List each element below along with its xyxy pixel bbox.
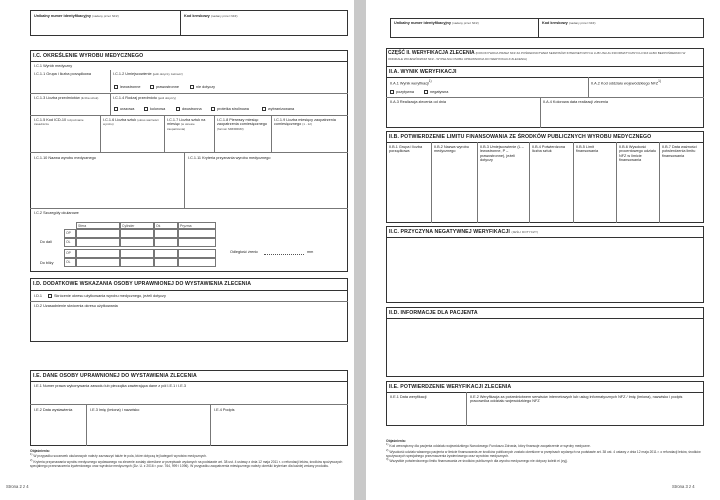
ie1-label: II.E.1 Data weryfikacji (390, 395, 427, 399)
b3-label: II.B.3 Umiejscowienie (L – lewostronne, P – prawostronne), jeżeli dotyczy (480, 145, 524, 163)
distance-label: Do dali (40, 240, 52, 244)
near-label: Do bliży (40, 261, 54, 265)
b5-label: II.B.5 Limit finansowania (576, 145, 599, 154)
section-ie-title: I.E. DANE OSOBY UPRAWNIONEJ DO WYSTAWIENIA ZLECENIA (33, 373, 197, 379)
type-checkbox-1[interactable] (114, 107, 118, 111)
c110-label: I.C.1.10 Nazwa wyrobu medycznego (34, 156, 96, 160)
d1-text: Skrócenie okresu użytkowania wyrobu medycznego, jeżeli dotyczy (54, 294, 166, 298)
c17-label: I.C.1.7 Liczba sztuk na miesiąc (w okresie zaopatrzenia) (167, 118, 206, 131)
checkbox-na[interactable] (190, 85, 194, 89)
type-label-4: protetka strolinowa (217, 107, 249, 111)
lens-cell[interactable] (178, 258, 216, 267)
dist-op: OP (64, 229, 76, 238)
pd-input[interactable] (264, 254, 304, 255)
opt-right-label: prawostronne (156, 85, 180, 89)
lens-cell[interactable] (76, 258, 120, 267)
note-r3: $^{3)}$ Wszystkie potwierdzonego limitu finansowania ze środków publicznych dla wyrobu medycznego nie dotyczy kolekt ei (cyjj. (386, 458, 568, 464)
type-checkbox-3[interactable] (176, 107, 180, 111)
b4-label: II.B.4 Potwierdzona liczba sztuk (532, 145, 565, 154)
c11-label: I.C.1.1 Grupa i liczba porządkowa (34, 72, 91, 76)
notes-title: Objaśnienia: (30, 449, 50, 453)
lens-cell[interactable] (120, 229, 154, 238)
lens-header-sphere: Sfera (76, 222, 120, 229)
lens-header-prism: Pryzma (178, 222, 216, 229)
checkbox-right[interactable] (150, 85, 154, 89)
note-r1: $^{1)}$ Kod wewnętrzny dla pacjenta oddziału wojewódzkiego Narodowego Funduszu Zdrowia, który finansuje zaopatrzenie w wyroby medyczne. (386, 443, 591, 449)
notes-title-right: Objaśnienia: (386, 439, 406, 443)
section-id-title: I.D. DODATKOWE WSKAZANIA OSOBY UPRAWNIONEJ DO WYSTAWIENIA ZLECENIA (33, 281, 252, 287)
lens-cell[interactable] (154, 258, 178, 267)
d1-label: I.D.1 (34, 294, 43, 298)
page-number-right: Strona 3 z 4 (672, 484, 695, 489)
barcode-field-right[interactable]: Kod kreskowy (nadany przez NFZ) (542, 21, 596, 25)
c12-label: I.C.1.2 Umiejscowienie (jeśli dotyczy zaznacz) (113, 72, 183, 76)
b1-label: II.B.1 Grupa i liczba porządkowa (389, 145, 423, 154)
lens-header-cylinder: Cylinder (120, 222, 154, 229)
unique-id-field[interactable]: Unikalny numer identyfikacyjny (nadany przez NFZ) (34, 14, 119, 18)
lens-cell[interactable] (76, 238, 120, 247)
a2-label: II.A.2 Kod oddziału wojewódzkiego NFZ$^{1)}$ (591, 79, 661, 86)
type-checkbox-4[interactable] (211, 107, 215, 111)
note-r2: $^{2)}$ Wysokość udziału własnego pacjenta w limicie finansowania ze środków publicznych zostało określone w przepisach wydanych na podstawie art. 38 ust. 4 ustawy z dnia 12 maja 2011 r. o refundacji leków, środków spożywczych specjalnego przeznaczenia żywieniowego oraz wyrobów medycznych. (386, 448, 701, 459)
notes-right (386, 439, 704, 464)
e2-label: I.E.2 Data wystawienia (34, 408, 73, 412)
type-label-5: wybranizowana (268, 107, 295, 111)
lens-cell[interactable] (76, 229, 120, 238)
b6-label: II.B.6 Wysokość procentowego udziału NFZ w limicie finansowania (619, 145, 656, 163)
e4-label: I.E.4 Podpis (214, 408, 235, 412)
lens-cell[interactable] (154, 249, 178, 258)
c111-label: I.C.1.11 Kryteria przyznania wyrobu medycznego (188, 156, 271, 160)
e1-label: I.E.1 Numer prawa wykonywania zawodu lub pieczątka zawierająca dane z pól I.E.1 i I.E.3 (34, 384, 186, 388)
negative-label: negatywna (430, 90, 449, 94)
c1-label: I.C.1 Wyrób medyczny (34, 64, 73, 68)
c19-label: I.C.1.9 Liczba miesięcy zaopatrzenia comiesięcznego (1 - 12) (274, 118, 336, 127)
notes-left (30, 449, 348, 468)
b2-label: II.B.2 Nazwa wyrobu medycznego (434, 145, 469, 154)
type-label-1: urazowa (120, 107, 135, 111)
near-op: OP (64, 249, 76, 258)
c18-label: I.C.1.8 Pierwszy miesiąc zaopatrzenia comiesięcznego (format: MM/RRRR) (217, 118, 268, 131)
lens-cell[interactable] (154, 229, 178, 238)
lens-cell[interactable] (120, 258, 154, 267)
page-right (366, 0, 720, 500)
section-iib-title: II.B. POTWIERDZENIE LIMITU FINANSOWANIA ZE ŚRODKÓW PUBLICZNYCH WYROBU MEDYCZNEGO (389, 134, 652, 140)
pd-unit: mm (307, 250, 314, 254)
c16-label: I.C.1.6 Liczba sztuk (okres ważności wyrobu) (103, 118, 159, 127)
note-1: $^{1)}$ W przypadku soczewek okularowych należy zaznaczyć także te pola, które dotyczą tej kategorii wyrobów medycznych. (30, 453, 207, 459)
c14-label: I.C.1.4 Rodzaj przedmiotu (jeśli dotyczy) (113, 96, 177, 100)
lens-cell[interactable] (178, 249, 216, 258)
lens-header-axis: Oś (154, 222, 178, 229)
type-label-3: dwustronna (182, 107, 202, 111)
section-iie-title: II.E. POTWIERDZENIE WERYFIKACJI ZLECENIA (389, 384, 512, 390)
type-label-2: kolorowa (150, 107, 166, 111)
a1-label: II.A.1 Wynik weryfikacji$^{1)}$ (390, 79, 432, 86)
dist-ol: OL (64, 238, 76, 247)
e3-label: I.E.3 Imię (imiona) i nazwisko (90, 408, 140, 412)
opt-left-label: lewostronne (120, 85, 141, 89)
lens-cell[interactable] (178, 229, 216, 238)
c15-label: I.C.1.5 Kod ICD-10 rozpoznanie zasadnicze (34, 118, 84, 127)
lens-cell[interactable] (76, 249, 120, 258)
lens-cell[interactable] (120, 238, 154, 247)
note-2: $^{2)}$ Kryteria przyznawania wyrobu medycznego wydawanego na zlecenie zostały określone w przepisach wydanych na podstawie art. 38 ust. 4 ustawy z dnia 12 maja 2011 r. o refundacji leków, środków spożywczych specjalnego przeznaczenia żywieniowego oraz wyrobów medycznych (Dz. U. z 2016 r. poz. 764, 999 i 1096). W przypadku zaopatrzenia miesięcznego należy określić kryterium dla każdej zmiany produktu. (30, 458, 343, 469)
pd-label: Odległość źrenic (230, 250, 259, 254)
ie2-label: II.E.2 Weryfikacja za pośrednictwem serwisów internetowych lub usług informatycznych NFZ / Imię (imiona), nazwisko i podpis pracownika oddziału wojewódzkiego NFZ (470, 395, 683, 404)
d2-label: I.D.2 Uzasadnienie skrócenia okresu użytkowania (34, 304, 118, 308)
section-ic-title: I.C. OKREŚLENIE WYROBU MEDYCZNEGO (33, 53, 144, 59)
lens-cell[interactable] (120, 249, 154, 258)
page-number-left: Strona 2 z 4 (6, 484, 29, 489)
part2-heading: CZĘŚĆ II. WERYFIKACJA ZLECENIA (DOKONYWANA PRZEZ NFZ ZA POŚREDNICTWEM SERWISÓW INTERNETOWYCH LUB USŁUG INFORMATYCZNYCH NFZ ALBO BEZPOŚREDNIO W ODDZIALE WOJEWÓDZKIM NFZ - WYPEŁNIA OSOBA UPRAWNIONA DO WERYFIKACJI ZLECENIA) (388, 50, 686, 61)
c13-label: I.C.1.3 Liczba przedmiotów (liczba sztuk) (34, 96, 99, 100)
type-checkbox-5[interactable] (262, 107, 266, 111)
page-left (0, 0, 354, 500)
positive-label: pozytywna (396, 90, 414, 94)
checkbox-left[interactable] (114, 85, 118, 89)
section-iic-title: II.C. PRZYCZYNA NEGATYWNEJ WERYFIKACJI (JEŚLI DOTYCZY) (389, 229, 539, 235)
near-ol: OL (64, 258, 76, 267)
a4-label: II.A.4 Kolorowa data realizacji zlecenia (543, 100, 609, 104)
d1-checkbox[interactable] (48, 294, 52, 298)
negative-checkbox[interactable] (424, 90, 428, 94)
positive-checkbox[interactable] (390, 90, 394, 94)
section-iid-title: II.D. INFORMACJE DLA PACJENTA (389, 310, 478, 316)
opt-na-label: nie dotyczy (196, 85, 215, 89)
lens-cell[interactable] (178, 238, 216, 247)
section-id (30, 278, 348, 342)
lens-cell[interactable] (154, 238, 178, 247)
unique-id-field-right[interactable]: Unikalny numer identyfikacyjny (nadany przez NFZ) (394, 21, 479, 25)
b7-label: II.B.7 Data ważności potwierdzenia limitu finansowania (662, 145, 697, 158)
type-checkbox-2[interactable] (144, 107, 148, 111)
c2-label: I.C.2 Szczegóły okularowe (34, 211, 79, 215)
barcode-field[interactable]: Kod kreskowy (nadany przez NFZ) (184, 14, 238, 18)
a3-label: II.A.3 Realizacja zlecenia od dnia (390, 100, 446, 104)
section-iia-title: II.A. WYNIK WERYFIKACJI (389, 69, 457, 75)
